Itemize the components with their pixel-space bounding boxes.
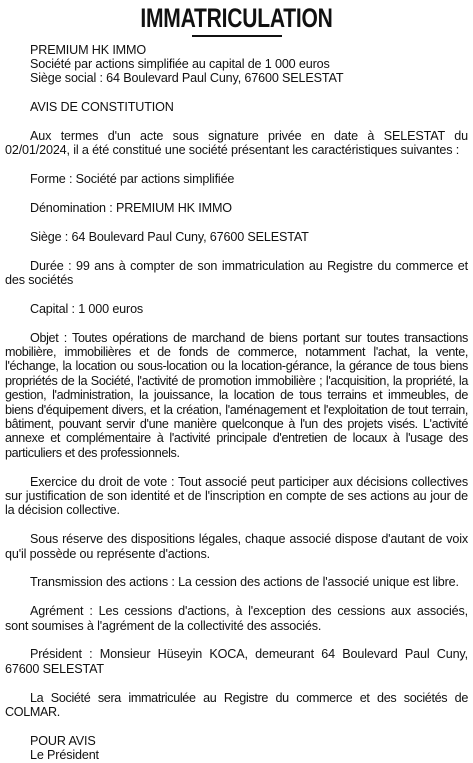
paragraph-capital: Capital : 1 000 euros (30, 301, 144, 316)
paragraph-forme: Forme : Société par actions simplifiée (30, 172, 235, 187)
company-seat-line: Siège social : 64 Boulevard Paul Cuny, 67600 SELESTAT (30, 71, 344, 86)
paragraph-vote: Exercice du droit de vote : Tout associé peut participer aux décisions collectives sur justification de son identité et de l'inscription en compte de ses actions au jour de la décision collective. (5, 474, 468, 518)
closing-pour-avis: POUR AVIS (30, 733, 96, 748)
company-name: PREMIUM HK IMMO (30, 42, 146, 57)
paragraph-transmission: Transmission des actions : La cession des actions de l'associé unique est libre. (30, 575, 459, 590)
closing-signatory: Le Président (30, 748, 99, 763)
title-underline (192, 35, 282, 37)
paragraph-intro: Aux termes d'un acte sous signature privée en date à SELESTAT du 02/01/2024, il a été constitué une société présentant les caractéristiques suivantes : (5, 128, 468, 158)
notice-title: IMMATRICULATION (140, 3, 333, 33)
paragraph-denomination: Dénomination : PREMIUM HK IMMO (30, 200, 232, 215)
paragraph-immatriculation: La Société sera immatriculée au Registre du commerce et des sociétés de COLMAR. (5, 690, 468, 719)
paragraph-duree: Durée : 99 ans à compter de son immatriculation au Registre du commerce et des sociétés (5, 258, 468, 287)
paragraph-reserve: Sous réserve des dispositions légales, chaque associé dispose d'autant de voix qu'il possède ou représente d'actions. (5, 532, 468, 561)
paragraph-president: Président : Monsieur Hüseyin KOCA, demeurant 64 Boulevard Paul Cuny, 67600 SELESTAT (5, 647, 468, 676)
notice-heading: AVIS DE CONSTITUTION (30, 100, 174, 115)
paragraph-agrement: Agrément : Les cessions d'actions, à l'exception des cessions aux associés, sont soumises à l'agrément de la collectivité des associés. (5, 604, 468, 633)
paragraph-siege: Siège : 64 Boulevard Paul Cuny, 67600 SELESTAT (30, 229, 309, 244)
company-form-line: Société par actions simplifiée au capital de 1 000 euros (30, 56, 330, 71)
paragraph-objet: Objet : Toutes opérations de marchand de biens portant sur toutes transactions mobilière, immobilières et de fonds de commerce, notamment l'achat, la vente, l'échange, la location ou sous-location ou la location-gérance, la gérance de tous biens propriétés de la Société, l'activité de promotion immobilière ; l'acquisition, la propriété, la gestion, l'administration, la jouissance, la location de tous terrains et immeubles, de biens d'équipement divers, et la création, l'aménagement et l'exploitation de tout terrain, bâtiment, pouvant servir d'une manière quelconque à l'un des projets visés. L'activité annexe et complémentaire à l'activité principale d'entretien de locaux à l'usage des particuliers et des professionnels. (5, 330, 468, 460)
